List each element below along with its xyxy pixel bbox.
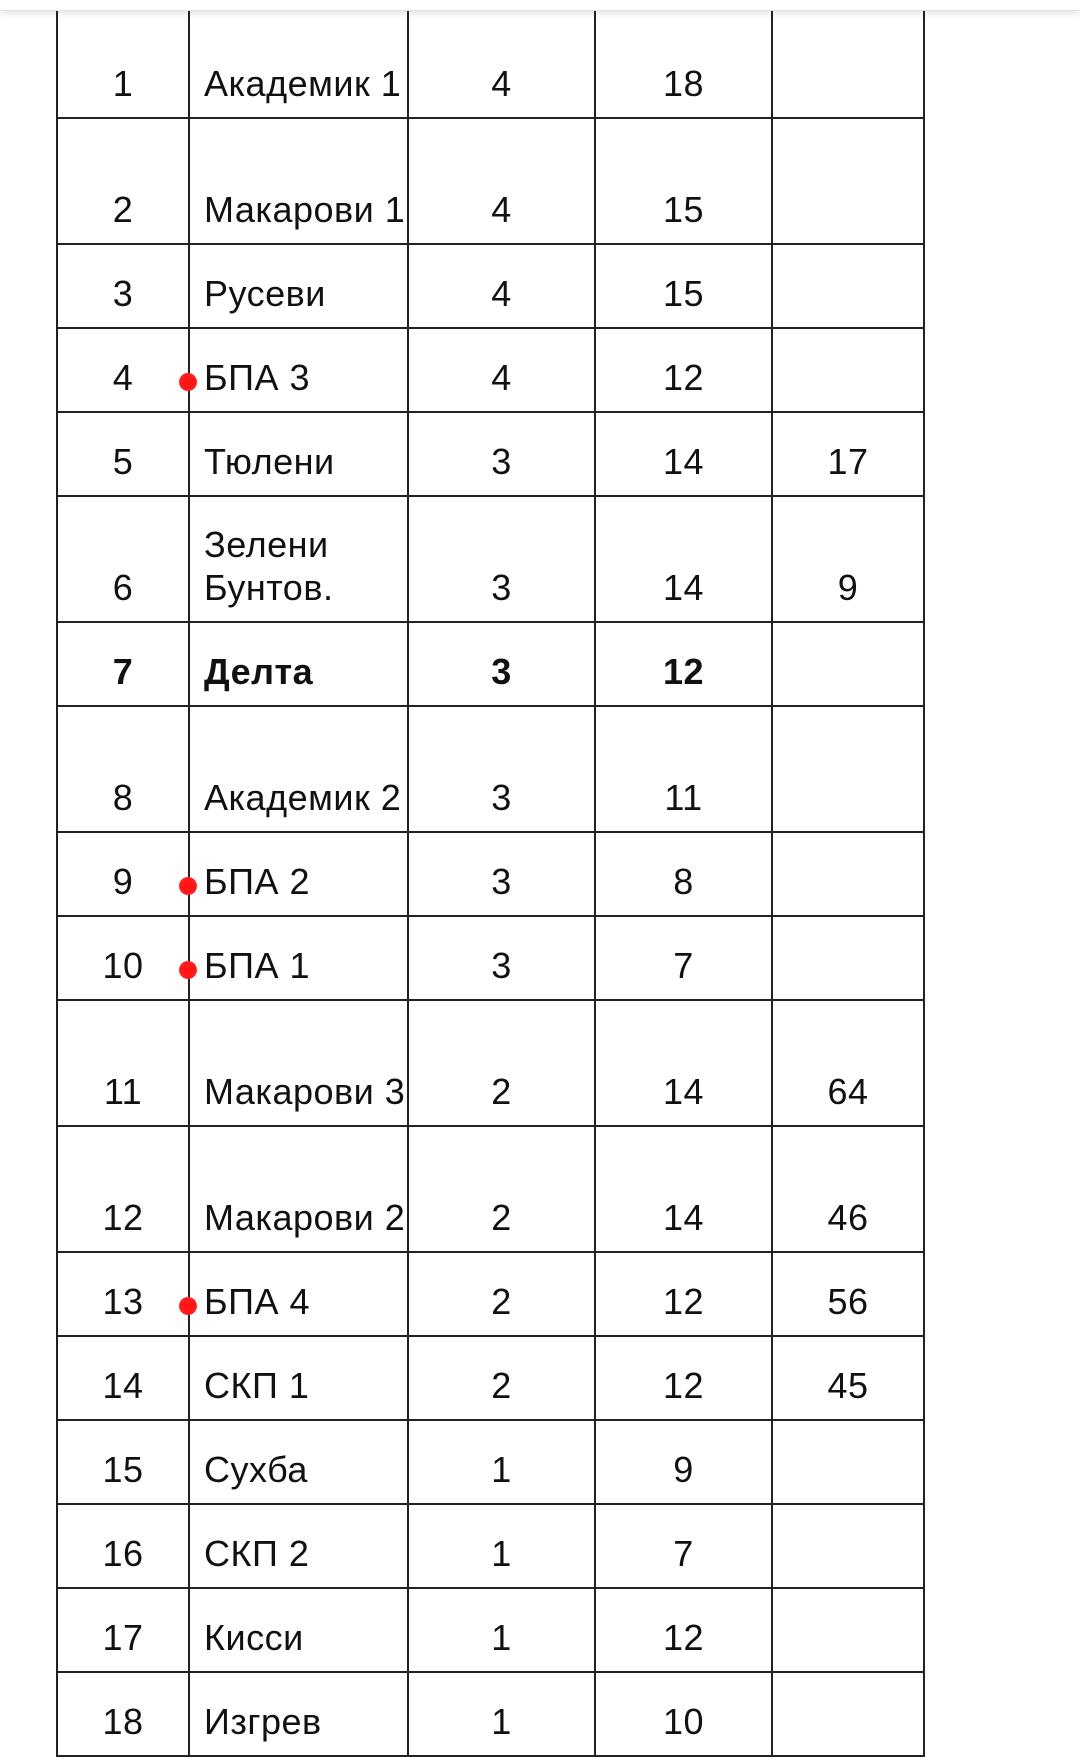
table-row	[57, 832, 924, 916]
games-cell: 3	[408, 706, 595, 832]
team-name: СКП 1	[204, 1365, 310, 1406]
team-name: Академик 1	[204, 63, 402, 104]
team-name: Кисси	[204, 1617, 304, 1658]
extra-cell: 17	[772, 412, 924, 496]
rank-cell: 14	[57, 1336, 189, 1420]
extra-cell	[772, 1672, 924, 1756]
games-cell: 4	[408, 0, 595, 118]
team-name: Зелени Бунтов.	[204, 524, 334, 608]
games-cell: 3	[408, 916, 595, 1000]
team-name-cell	[189, 622, 408, 706]
rank-cell: 17	[57, 1588, 189, 1672]
table-row	[57, 706, 924, 832]
games-cell: 2	[408, 1126, 595, 1252]
games-cell: 3	[408, 622, 595, 706]
games-cell: 2	[408, 1336, 595, 1420]
extra-cell	[772, 1420, 924, 1504]
team-name-cell	[189, 832, 408, 916]
games-cell: 1	[408, 1504, 595, 1588]
rank-cell: 2	[57, 118, 189, 244]
team-name: Макарови 1	[204, 189, 406, 230]
rank-cell: 10	[57, 916, 189, 1000]
team-name-cell	[189, 916, 408, 1000]
team-name-cell	[189, 1126, 408, 1252]
points-cell: 14	[595, 1000, 772, 1126]
points-cell: 15	[595, 244, 772, 328]
team-name: БПА 2	[204, 861, 311, 902]
table-row	[57, 1420, 924, 1504]
extra-cell	[772, 1504, 924, 1588]
extra-cell	[772, 118, 924, 244]
extra-cell: 64	[772, 1000, 924, 1126]
rank-cell: 4	[57, 328, 189, 412]
extra-cell	[772, 706, 924, 832]
team-name-cell	[189, 0, 408, 118]
team-name: СКП 2	[204, 1533, 310, 1574]
extra-cell: 45	[772, 1336, 924, 1420]
rank-cell: 18	[57, 1672, 189, 1756]
table-row	[57, 1588, 924, 1672]
games-cell: 4	[408, 118, 595, 244]
team-name-cell	[189, 328, 408, 412]
extra-cell	[772, 328, 924, 412]
extra-cell	[772, 244, 924, 328]
games-cell: 1	[408, 1420, 595, 1504]
rank-cell: 7	[57, 622, 189, 706]
rank-cell: 13	[57, 1252, 189, 1336]
table-row	[57, 1336, 924, 1420]
team-name: Академик 2	[204, 777, 402, 818]
team-name: Макарови 3	[204, 1071, 406, 1112]
standings-table-container	[56, 0, 923, 1757]
games-cell: 1	[408, 1672, 595, 1756]
points-cell: 10	[595, 1672, 772, 1756]
extra-cell	[772, 622, 924, 706]
team-name-cell	[189, 496, 408, 622]
extra-cell: 56	[772, 1252, 924, 1336]
team-name-cell	[189, 1672, 408, 1756]
team-name: Изгрев	[204, 1701, 322, 1742]
team-name-cell	[189, 412, 408, 496]
rank-cell: 1	[57, 0, 189, 118]
extra-cell: 9	[772, 496, 924, 622]
team-name-cell	[189, 1504, 408, 1588]
rank-cell: 15	[57, 1420, 189, 1504]
team-name: Делта	[204, 651, 314, 692]
top-app-bar-edge	[0, 0, 1080, 11]
extra-cell: 46	[772, 1126, 924, 1252]
rank-cell: 12	[57, 1126, 189, 1252]
rank-cell: 11	[57, 1000, 189, 1126]
team-name-cell	[189, 1000, 408, 1126]
games-cell: 2	[408, 1000, 595, 1126]
games-cell: 4	[408, 244, 595, 328]
team-name: Макарови 2	[204, 1197, 406, 1238]
team-name-cell	[189, 1336, 408, 1420]
points-cell: 14	[595, 1126, 772, 1252]
points-cell: 7	[595, 916, 772, 1000]
table-row-highlighted	[57, 622, 924, 706]
team-name-cell	[189, 1252, 408, 1336]
points-cell: 11	[595, 706, 772, 832]
games-cell: 4	[408, 328, 595, 412]
table-row	[57, 412, 924, 496]
team-name: Тюлени	[204, 441, 335, 482]
games-cell: 3	[408, 832, 595, 916]
points-cell: 14	[595, 496, 772, 622]
red-dot-marker-icon	[179, 961, 197, 979]
points-cell: 15	[595, 118, 772, 244]
extra-cell	[772, 0, 924, 118]
games-cell: 2	[408, 1252, 595, 1336]
extra-cell	[772, 1588, 924, 1672]
table-row	[57, 1504, 924, 1588]
team-name: БПА 3	[204, 357, 311, 398]
table-row	[57, 496, 924, 622]
games-cell: 3	[408, 412, 595, 496]
table-row	[57, 1000, 924, 1126]
table-row	[57, 1672, 924, 1756]
rank-cell: 9	[57, 832, 189, 916]
points-cell: 12	[595, 1588, 772, 1672]
rank-cell: 8	[57, 706, 189, 832]
table-row	[57, 328, 924, 412]
team-name-cell	[189, 1588, 408, 1672]
team-name-cell	[189, 118, 408, 244]
points-cell: 8	[595, 832, 772, 916]
table-row	[57, 118, 924, 244]
points-cell: 12	[595, 328, 772, 412]
points-cell: 12	[595, 1252, 772, 1336]
team-name: Русеви	[204, 273, 326, 314]
standings-table-body	[57, 0, 924, 1756]
red-dot-marker-icon	[179, 877, 197, 895]
extra-cell	[772, 832, 924, 916]
team-name-cell	[189, 706, 408, 832]
team-name-cell	[189, 1420, 408, 1504]
points-cell: 12	[595, 622, 772, 706]
points-cell: 7	[595, 1504, 772, 1588]
team-name: Сухба	[204, 1449, 308, 1490]
rank-cell: 3	[57, 244, 189, 328]
table-row	[57, 1126, 924, 1252]
games-cell: 3	[408, 496, 595, 622]
table-row	[57, 916, 924, 1000]
red-dot-marker-icon	[179, 1297, 197, 1315]
rank-cell: 6	[57, 496, 189, 622]
team-name: БПА 4	[204, 1281, 311, 1322]
points-cell: 12	[595, 1336, 772, 1420]
team-name-cell	[189, 244, 408, 328]
red-dot-marker-icon	[179, 373, 197, 391]
rank-cell: 16	[57, 1504, 189, 1588]
rank-cell: 5	[57, 412, 189, 496]
table-row	[57, 244, 924, 328]
points-cell: 14	[595, 412, 772, 496]
points-cell: 18	[595, 0, 772, 118]
games-cell: 1	[408, 1588, 595, 1672]
extra-cell	[772, 916, 924, 1000]
points-cell: 9	[595, 1420, 772, 1504]
standings-table	[56, 0, 925, 1757]
team-name: БПА 1	[204, 945, 311, 986]
table-row	[57, 1252, 924, 1336]
table-row	[57, 0, 924, 118]
